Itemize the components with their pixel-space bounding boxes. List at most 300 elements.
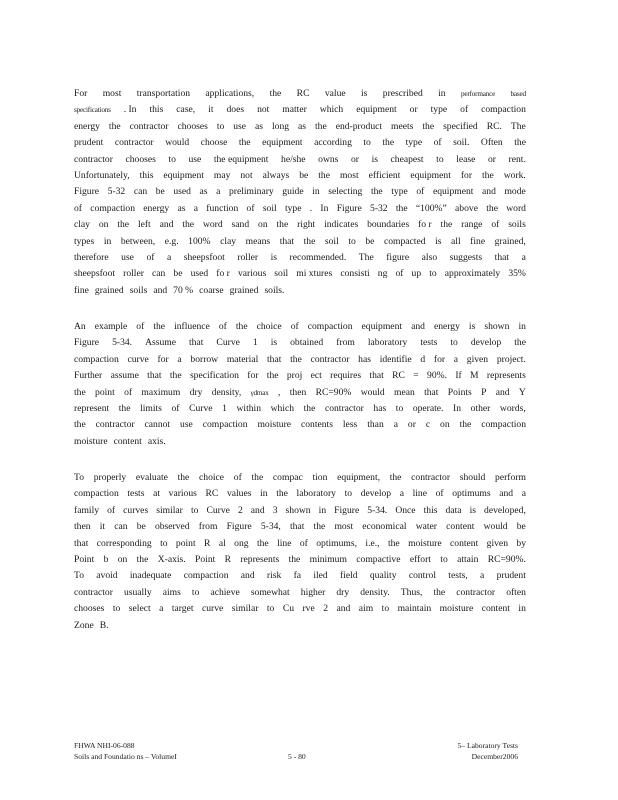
text-line: [74, 335, 526, 351]
word: material: [226, 353, 259, 365]
word: energy: [433, 321, 460, 332]
word: of: [146, 251, 155, 263]
word: that: [279, 235, 295, 247]
word: this: [149, 104, 164, 116]
word: to: [191, 586, 200, 598]
word: between,: [120, 235, 156, 247]
word: . In: [123, 104, 137, 116]
text-line: [74, 119, 526, 135]
word: d: [420, 353, 426, 365]
word: energy: [74, 120, 100, 132]
word: In: [320, 202, 329, 214]
text-line: [74, 250, 526, 266]
word: line: [412, 488, 427, 500]
word: or: [407, 419, 416, 431]
word: fine: [470, 235, 486, 247]
word: contractor: [95, 419, 135, 431]
word: dry: [336, 586, 350, 598]
text-line: [74, 184, 526, 200]
word: effort: [409, 553, 431, 565]
word: 5-32: [370, 202, 388, 214]
word: to: [436, 153, 444, 165]
word: is: [270, 251, 277, 263]
word: be: [299, 169, 309, 181]
word: a: [521, 488, 526, 500]
word: Point: [74, 553, 95, 565]
word: Often: [480, 137, 503, 149]
word: the: [74, 419, 86, 431]
word: he/she: [281, 153, 306, 165]
word: contractor: [129, 120, 169, 132]
word: is: [468, 321, 476, 332]
word: quality: [369, 570, 397, 582]
word: c: [425, 419, 431, 431]
word: the: [182, 219, 195, 231]
word: Figure: [226, 521, 252, 533]
word: The: [510, 120, 526, 132]
word: iled: [313, 570, 328, 582]
text-line: [74, 503, 526, 519]
word: can: [152, 268, 166, 280]
text-line: [74, 86, 526, 102]
text-line: [74, 102, 526, 118]
word: the: [118, 402, 131, 414]
text-line: [74, 486, 526, 502]
word: has: [358, 353, 371, 365]
word: to: [168, 153, 176, 165]
word: RC: [205, 488, 219, 500]
word: rve: [302, 603, 315, 615]
word: use: [180, 419, 193, 431]
word: indicates: [324, 219, 359, 231]
word: would: [165, 137, 190, 149]
word: inadequate: [129, 570, 172, 582]
word: b: [103, 553, 109, 565]
word: the: [303, 402, 316, 414]
word: therefore: [74, 251, 109, 263]
word: in: [518, 321, 526, 332]
word: laboratory: [296, 488, 336, 500]
word: sheepsfoot: [74, 268, 116, 280]
word: axis.: [147, 435, 166, 447]
word: represent: [74, 402, 110, 414]
word: sheepsfoot: [183, 251, 225, 263]
word: evaluate: [135, 472, 168, 483]
word: .: [309, 202, 313, 214]
word: be: [516, 521, 526, 533]
word: work.: [503, 169, 526, 181]
word: values: [226, 488, 252, 500]
word: than: [367, 419, 384, 431]
word: corresponding: [96, 537, 152, 549]
word: applications,: [205, 88, 255, 99]
word: may: [213, 169, 231, 181]
word: function: [206, 202, 239, 214]
text-line: [74, 536, 526, 552]
word: to: [381, 603, 390, 615]
word: and: [153, 284, 168, 296]
word: cheapest: [390, 153, 424, 165]
text-line: [74, 618, 526, 634]
word: approximately: [444, 268, 501, 280]
word: =: [413, 370, 419, 382]
word: of: [136, 321, 145, 332]
word: type: [391, 186, 408, 198]
word: equipment: [410, 169, 451, 181]
word: right: [297, 219, 316, 231]
word: of: [416, 186, 425, 198]
word: performance: [460, 90, 496, 98]
word: moisture: [257, 419, 292, 431]
text-line: [74, 470, 526, 486]
word: the: [108, 120, 121, 132]
word: of: [107, 504, 116, 516]
word: this: [139, 169, 154, 181]
word: all: [451, 235, 461, 247]
word: as: [255, 120, 264, 132]
word: of: [124, 386, 133, 398]
word: Curve: [216, 337, 240, 349]
page-number: 5 - 80: [288, 752, 306, 761]
word: of: [395, 268, 404, 280]
word: compaction: [202, 419, 248, 431]
word: be: [136, 521, 146, 533]
word: dry: [189, 386, 203, 398]
word: as: [199, 186, 208, 198]
word: for: [247, 370, 259, 382]
text-line: [74, 234, 526, 250]
word: it: [99, 521, 106, 533]
word: which: [319, 104, 344, 116]
word: use: [121, 251, 134, 263]
word: then: [74, 521, 91, 533]
word: to: [266, 603, 275, 615]
word: always: [262, 169, 290, 181]
word: above: [455, 202, 478, 214]
word: the: [440, 219, 453, 231]
word: optimums,: [316, 537, 358, 549]
word: up: [411, 268, 422, 280]
word: selecting: [328, 186, 363, 198]
word: the: [74, 386, 86, 398]
text-line: [74, 585, 526, 601]
word: on: [258, 219, 268, 231]
word: Figure: [334, 504, 360, 516]
word: mean: [393, 386, 415, 398]
word: or: [350, 153, 359, 165]
paragraph-compaction-equipment: [74, 86, 526, 299]
word: density,: [211, 386, 242, 398]
word: prescribed: [382, 88, 423, 99]
footer-manual-title: Soils and Foundatio ns – VolumeI: [74, 752, 177, 761]
word: in: [438, 88, 446, 99]
word: develop: [360, 488, 392, 500]
word: 5-34,: [260, 521, 281, 533]
word: the: [276, 219, 289, 231]
word: Once: [395, 504, 416, 516]
word: Curve: [189, 402, 213, 414]
word: would: [483, 521, 508, 533]
word: soil: [324, 235, 339, 247]
word: Y: [518, 386, 526, 398]
word: the: [136, 553, 149, 565]
word: RC=90%: [315, 386, 352, 398]
word: prudent: [496, 570, 526, 582]
word: density.: [360, 586, 390, 598]
word: 70 %: [173, 284, 194, 296]
word: the: [303, 235, 316, 247]
word: mode: [504, 186, 526, 198]
word: that: [424, 386, 439, 398]
word: 1: [222, 402, 227, 414]
word: fo r: [216, 268, 230, 280]
word: the: [514, 337, 526, 349]
word: from: [336, 337, 355, 349]
word: then: [289, 386, 307, 398]
word: preliminary: [228, 186, 274, 198]
word: of: [171, 402, 180, 414]
word: can: [114, 521, 128, 533]
word: R: [204, 537, 211, 549]
word: content: [446, 521, 475, 533]
word: The: [358, 251, 374, 263]
word: equipment: [432, 186, 474, 198]
word: a: [453, 353, 459, 365]
word: on: [117, 553, 128, 565]
paragraph-figure-5-34-example: [74, 319, 526, 450]
word: the: [266, 370, 279, 382]
word: influence: [174, 321, 210, 332]
word: Figure: [74, 337, 100, 349]
word: other: [470, 402, 491, 414]
word: M: [470, 370, 479, 382]
word: be: [155, 186, 165, 198]
text-line: [74, 135, 526, 151]
word: compaction: [74, 353, 119, 365]
word: is: [435, 235, 442, 247]
word: not: [257, 104, 270, 116]
word: Point: [195, 553, 216, 565]
word: equipment: [361, 321, 403, 332]
word: in: [260, 488, 268, 500]
word: is: [270, 337, 278, 349]
text-line: [74, 368, 526, 384]
word: maintain: [397, 603, 432, 615]
word: ong: [234, 537, 249, 549]
word: represents: [486, 370, 526, 382]
word: sand: [231, 219, 250, 231]
word: this: [423, 504, 438, 516]
word: the: [395, 202, 408, 214]
word: chooses: [74, 603, 105, 615]
page-footer: [74, 740, 526, 764]
word: point: [95, 386, 115, 398]
word: 2: [237, 504, 243, 516]
word: coarse: [199, 284, 224, 296]
word: to: [395, 402, 404, 414]
word: a: [166, 251, 172, 263]
text-line: [74, 352, 526, 368]
text-line: [74, 417, 526, 433]
word: that: [267, 353, 282, 365]
word: data: [445, 504, 462, 516]
word: is: [361, 88, 368, 99]
word: and: [240, 570, 255, 582]
word: e.g.: [164, 235, 179, 247]
word: roller: [123, 268, 144, 280]
word: tion: [312, 472, 328, 483]
word: compaction: [307, 321, 353, 332]
word: by: [516, 537, 526, 549]
word: fa: [293, 570, 302, 582]
word: and: [159, 219, 174, 231]
word: Curve: [206, 504, 230, 516]
word: roller: [237, 251, 259, 263]
word: rent.: [508, 153, 526, 165]
word: contractor: [74, 153, 113, 165]
word: the: [318, 169, 330, 181]
word: soils: [129, 284, 148, 296]
word: curve: [127, 353, 149, 365]
word: a: [177, 353, 182, 365]
word: higher: [300, 586, 326, 598]
word: X-axis.: [157, 553, 186, 565]
word: Further: [74, 370, 103, 382]
word: assume: [110, 370, 139, 382]
word: compaction: [90, 202, 136, 214]
word: according: [314, 137, 352, 149]
word: on: [440, 419, 450, 431]
word: Thus,: [400, 586, 423, 598]
text-line: [74, 385, 526, 401]
word: various: [237, 268, 267, 280]
word: not: [240, 169, 253, 181]
word: content: [450, 537, 479, 549]
word: family: [74, 504, 100, 516]
footer-left: [74, 740, 177, 762]
word: type: [284, 202, 302, 214]
text-line: [74, 519, 526, 535]
word: is: [371, 153, 378, 165]
word: tests,: [448, 570, 468, 582]
word: target: [171, 603, 194, 615]
word: field: [340, 570, 358, 582]
word: at: [153, 488, 161, 500]
word: to: [112, 603, 121, 615]
word: be: [365, 235, 375, 247]
text-line: [74, 201, 526, 217]
word: as: [177, 202, 186, 214]
word: ect: [310, 370, 322, 382]
word: point: [175, 537, 196, 549]
word: given: [486, 537, 508, 549]
word: owns: [318, 153, 339, 165]
word: curves: [123, 504, 149, 516]
word: case,: [176, 104, 196, 116]
word: clay: [220, 235, 237, 247]
word: project.: [496, 353, 526, 365]
word: has: [373, 402, 387, 414]
word: achieve: [210, 586, 240, 598]
word: the: [389, 472, 402, 483]
word: Zone: [74, 619, 94, 631]
word: used: [190, 268, 209, 280]
word: left: [137, 219, 151, 231]
word: a: [480, 570, 485, 582]
word: of: [460, 104, 469, 116]
word: chooses: [177, 120, 208, 132]
word: in: [518, 603, 526, 615]
word: Figure: [336, 202, 362, 214]
word: a: [216, 186, 221, 198]
word: obtained: [290, 337, 324, 349]
word: of: [218, 321, 227, 332]
word: minimum: [309, 553, 347, 565]
word: specifications: [74, 106, 111, 115]
word: range: [461, 219, 483, 231]
text-line: [74, 168, 526, 184]
word: developed,: [484, 504, 526, 516]
word: specification: [189, 370, 239, 382]
word: the: [486, 202, 498, 214]
word: lease: [456, 153, 476, 165]
word: If: [455, 370, 462, 382]
word: P: [481, 386, 487, 398]
word: 3: [272, 504, 278, 516]
word: “100%”: [415, 202, 447, 214]
word: end-product: [335, 120, 383, 132]
word: R: [224, 553, 232, 565]
word: types: [74, 235, 95, 247]
word: that: [74, 537, 89, 549]
word: within: [236, 402, 262, 414]
word: in: [318, 504, 327, 516]
word: properly: [93, 472, 127, 483]
word: that: [147, 370, 162, 382]
word: equipment: [163, 169, 204, 181]
word: and: [482, 186, 496, 198]
word: curve: [201, 603, 224, 615]
word: used: [173, 186, 191, 198]
word: the: [313, 521, 326, 533]
paragraph-evaluate-equipment: [74, 470, 526, 634]
word: 90%.: [427, 370, 447, 382]
word: to: [450, 337, 458, 349]
word: and: [411, 321, 425, 332]
word: equipment: [356, 104, 397, 116]
word: type: [430, 104, 448, 116]
word: To: [74, 472, 84, 483]
word: compactive: [356, 553, 401, 565]
word: content: [113, 435, 142, 447]
word: means: [245, 235, 271, 247]
word: use: [188, 153, 202, 165]
word: long: [271, 120, 290, 132]
word: risk: [266, 570, 282, 582]
word: γdmax: [250, 388, 269, 397]
word: select: [128, 603, 151, 615]
word: a: [193, 202, 199, 214]
word: or: [487, 153, 496, 165]
word: the: [314, 120, 327, 132]
footer-right: [458, 740, 519, 762]
word: 2: [323, 603, 328, 615]
word: prudent: [74, 137, 104, 149]
word: control: [408, 570, 436, 582]
word: in: [312, 186, 320, 198]
word: to: [344, 488, 353, 500]
word: fine: [74, 284, 89, 296]
